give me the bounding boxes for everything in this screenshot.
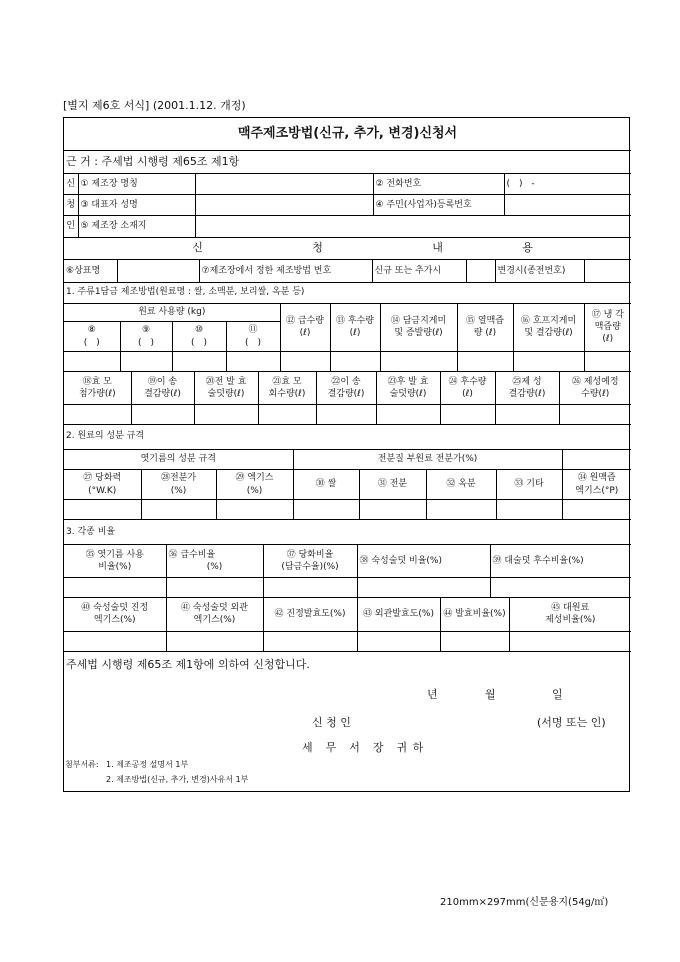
declaration-block (64, 652, 629, 784)
change-prev-no-label: 변경시(종전번호) (495, 260, 584, 282)
factory-name-field[interactable] (195, 174, 373, 195)
large-mash-ratio-header: ㊴ 대술덧 후수비율(%) (490, 545, 631, 577)
finishing-loss-header: ㉕제 성 결감량(ℓ) (495, 372, 559, 404)
input-cell[interactable] (172, 352, 226, 372)
form-number: [별지 제6호 서식] (2001.1.12. 개정) (63, 99, 246, 112)
post-ferment-header: ㉓후 발 효 술덧량(ℓ) (376, 372, 440, 404)
spacer (562, 450, 631, 470)
attachment-item: 1. 제조공정 설명서 1부 (106, 760, 189, 769)
input-cell[interactable] (357, 632, 440, 652)
input-cell[interactable] (559, 404, 631, 424)
input-cell[interactable] (426, 500, 496, 520)
input-cell[interactable] (64, 404, 131, 424)
raw-col-10: ⑩ ( ) (172, 322, 226, 352)
input-cell[interactable] (226, 352, 280, 372)
starch-header: ㉛ 전분 (359, 470, 426, 500)
applicant-table (64, 118, 631, 260)
applicant-char-1: 신 (64, 174, 78, 195)
phone-field[interactable] (504, 174, 631, 195)
transfer-loss-2-header: ㉒이 송 결감량(ℓ) (316, 372, 376, 404)
real-extract-header: ㊵ 숙성술덧 진정 엑기스(%) (64, 598, 166, 632)
finishing-ratio-header: ㊺ 대원료 제성비율(%) (509, 598, 631, 632)
date-month-label: 월 (485, 688, 496, 701)
input-cell[interactable] (64, 500, 141, 520)
real-attenuation-header: ㊷ 진정발효도(%) (263, 598, 357, 632)
method-number-label: ⑦제조장에서 정한 제조방법 번호 (199, 260, 372, 282)
section2-title: 2. 원료의 성분 규격 (64, 424, 631, 449)
transfer-loss-header: ⑲이 송 결감량(ℓ) (131, 372, 194, 404)
pre-ferment-header: ⑳전 발 효 술덧량(ℓ) (194, 372, 258, 404)
registration-no-field[interactable] (504, 195, 631, 216)
hop-residue-header: ⑯ 호프지게미 및 결감량(ℓ) (513, 304, 584, 352)
input-cell[interactable] (293, 500, 359, 520)
registration-no-label: ④ 주민(사업자)등록번호 (373, 195, 504, 216)
cold-wort-header: ⑰ 냉 각 맥즙량 (ℓ) (584, 304, 631, 352)
input-cell[interactable] (120, 352, 172, 372)
brand-name-field[interactable] (117, 260, 199, 282)
signature-hint[interactable]: (서명 또는 인) (537, 716, 606, 729)
ratio-input-row-1 (64, 577, 631, 597)
form-title: 맥주제조방법(신규, 추가, 변경)신청서 (64, 118, 631, 151)
input-cell[interactable] (64, 352, 120, 372)
input-cell[interactable] (64, 577, 166, 597)
input-cell[interactable] (562, 500, 631, 520)
yeast-recovered-header: ㉑효 모 회수량(ℓ) (258, 372, 316, 404)
input-cell[interactable] (359, 500, 426, 520)
input-cell[interactable] (263, 632, 357, 652)
water-ratio-header: ㊱ 급수비율 (%) (166, 545, 263, 577)
yeast-added-header: ⑱효 모 첨가량(ℓ) (64, 372, 131, 404)
date-day-label: 일 (552, 688, 563, 701)
raw-col-11: ⑪ ( ) (226, 322, 280, 352)
post-water-header: ⑬ 후수량 (ℓ) (330, 304, 380, 352)
input-cell[interactable] (440, 632, 509, 652)
ingredient-spec-table (64, 450, 631, 546)
input-cell[interactable] (216, 500, 293, 520)
input-cell[interactable] (490, 577, 631, 597)
input-cell[interactable] (495, 404, 559, 424)
fermentation-ratio-header: ㊹ 발효비율(%) (440, 598, 509, 632)
input-cell[interactable] (263, 577, 357, 597)
ratio-table-1 (64, 545, 631, 598)
aged-mash-ratio-header: ㊳ 숙성술덧 비율(%) (357, 545, 490, 577)
saccharification-header: ㊲ 당화비율 (담금수율)(%) (263, 545, 357, 577)
attachments-label: 첨부서류: (65, 760, 99, 769)
declaration-text: 주세법 시행령 제65조 제1항에 의하여 신청합니다. (66, 658, 310, 671)
representative-field[interactable] (195, 195, 373, 216)
fermentation-table (64, 372, 631, 450)
input-cell[interactable] (509, 632, 631, 652)
input-cell[interactable] (194, 404, 258, 424)
input-cell[interactable] (457, 352, 513, 372)
water-amount-header: ⑫ 급수량 (ℓ) (280, 304, 330, 352)
input-cell[interactable] (166, 577, 263, 597)
factory-address-field[interactable] (195, 216, 631, 238)
corn-header: ㉜ 옥분 (426, 470, 496, 500)
raw-material-label: 원료 사용량 (kg) (64, 304, 280, 322)
attachment-item: 2. 제조방법(신규, 추가, 변경)사유서 1부 (106, 775, 249, 784)
other-header: ㉝ 기타 (496, 470, 562, 500)
application-form (63, 117, 630, 792)
apparent-attenuation-header: ㊸ 외관발효도(%) (357, 598, 440, 632)
input-cell[interactable] (330, 352, 380, 372)
paper-spec: 210mm×297mm(신문용지(54g/㎡) (440, 897, 609, 908)
legal-basis: 근 거 : 주세법 시행령 제65조 제1항 (64, 151, 631, 174)
input-cell[interactable] (166, 632, 263, 652)
malt-spec-label: 엿기름의 성분 규격 (64, 450, 293, 470)
input-cell[interactable] (131, 404, 194, 424)
finishing-qty-header: ㉖ 제성예정 수량(ℓ) (559, 372, 631, 404)
spec-input-row (64, 500, 631, 520)
section3-title: 3. 각종 비율 (64, 520, 631, 545)
diastatic-power-header: ㉗ 당화력 (°W.K) (64, 470, 141, 500)
factory-name-label: ① 제조장 명칭 (78, 174, 195, 195)
phone-label: ② 전화번호 (373, 174, 504, 195)
raw-col-9: ⑨ ( ) (120, 322, 172, 352)
request-content-header: 신 청 내 용 (64, 238, 631, 260)
recipient: 세 무 서 장 귀 하 (302, 741, 425, 754)
extract-header: ㉙ 엑기스 (%) (216, 470, 293, 500)
adjunct-spec-label: 전분질 부원료 전분가(%) (293, 450, 562, 470)
input-cell[interactable] (380, 352, 457, 372)
mashing-input-row (64, 352, 631, 372)
date-year-label: 년 (427, 688, 438, 701)
new-or-added-field[interactable] (466, 260, 495, 282)
representative-label: ③ 대표자 성명 (78, 195, 195, 216)
factory-address-label: ⑤ 제조장 소재지 (78, 216, 195, 238)
rice-header: ㉚ 쌀 (293, 470, 359, 500)
raw-col-8: ⑧ ( ) (64, 322, 120, 352)
input-cell[interactable] (258, 404, 316, 424)
mash-residue-header: ⑭ 담금지게미 및 증발량(ℓ) (380, 304, 457, 352)
mashing-table (64, 304, 631, 373)
apparent-extract-header: ㊶ 숙성술덧 외관 엑기스(%) (166, 598, 263, 632)
applicant-char-2: 청 (64, 195, 78, 216)
change-prev-no-field[interactable] (584, 260, 631, 282)
input-cell[interactable] (357, 577, 490, 597)
input-cell[interactable] (64, 632, 166, 652)
phone-format: ( ) - (506, 178, 535, 189)
input-cell[interactable] (280, 352, 330, 372)
input-cell[interactable] (440, 404, 495, 424)
malt-ratio-header: ㉟ 엿기름 사용 비율(%) (64, 545, 166, 577)
new-or-added-label: 신규 또는 추가시 (372, 260, 466, 282)
ratio-table-2 (64, 598, 631, 653)
original-wort-header: ㉞ 원맥즙 엑기스(°P) (562, 470, 631, 500)
section1-title: 1. 주류1담금 제조방법(원료명 : 쌀, 소맥분, 보리쌀, 옥분 등) (64, 282, 631, 303)
input-cell[interactable] (513, 352, 584, 372)
product-table (64, 260, 631, 304)
starch-value-header: ㉘전분가 (%) (141, 470, 216, 500)
post-water-2-header: ㉔ 후수량 (ℓ) (440, 372, 495, 404)
input-cell[interactable] (584, 352, 631, 372)
input-cell[interactable] (316, 404, 376, 424)
fermentation-input-row (64, 404, 631, 424)
ratio-input-row-2 (64, 632, 631, 652)
brand-name-label: ⑥상표명 (64, 260, 117, 282)
hot-wort-header: ⑮ 열맥즙 량 (ℓ) (457, 304, 513, 352)
input-cell[interactable] (141, 500, 216, 520)
applicant-char-3: 인 (64, 216, 78, 238)
input-cell[interactable] (376, 404, 440, 424)
applicant-label: 신 청 인 (312, 716, 351, 729)
input-cell[interactable] (496, 500, 562, 520)
